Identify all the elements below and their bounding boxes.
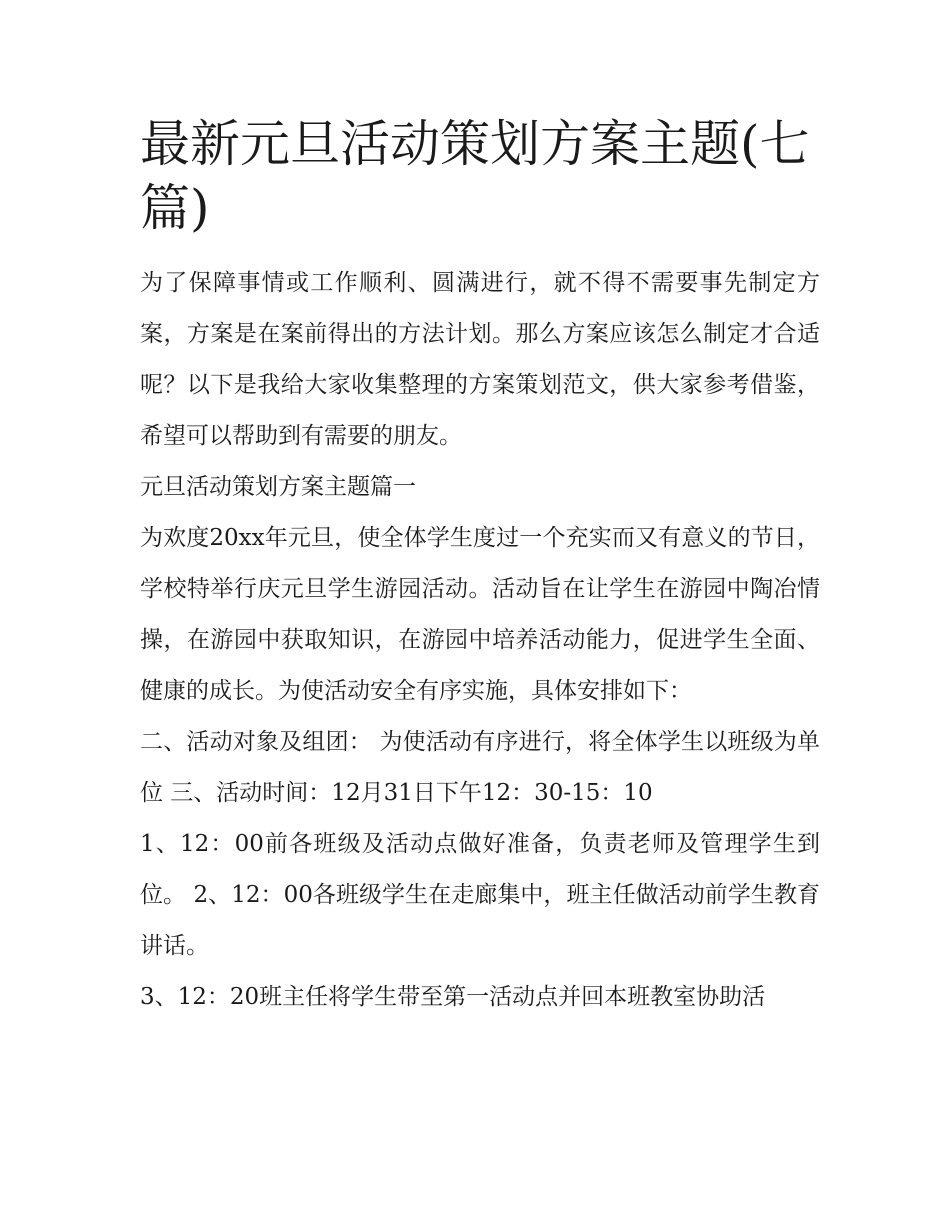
section-heading: 元旦活动策划方案主题篇一 [140, 474, 416, 500]
body-paragraph: 二、活动对象及组团： 为使活动有序进行，将全体学生以班级为单位 三、活动时间：12月31日下午12：30-15：10 [140, 729, 820, 806]
document-body [140, 258, 820, 1023]
document-title: 最新元旦活动策划方案主题(七篇) [140, 115, 810, 237]
body-paragraph: 为欢度20xx年元旦，使全体学生度过一个充实而又有意义的节日，学校特举行庆元旦学生游园活动。活动旨在让学生在游园中陶冶情操，在游园中获取知识，在游园中培养活动能力，促进学生全面、健康的成长。为使活动安全有序实施，具体安排如下： [140, 525, 820, 704]
document-content [140, 112, 820, 1023]
body-paragraph: 1、12：00前各班级及活动点做好准备，负责老师及管理学生到位。 2、12：00各班级学生在走廊集中，班主任做活动前学生教育讲话。 [140, 831, 820, 959]
intro-paragraph: 为了保障事情或工作顺利、圆满进行，就不得不需要事先制定方案，方案是在案前得出的方法计划。那么方案应该怎么制定才合适呢？以下是我给大家收集整理的方案策划范文，供大家参考借鉴，希望可以帮助到有需要的朋友。 [140, 270, 820, 449]
body-paragraph: 3、12：20班主任将学生带至第一活动点并回本班教室协助活 [140, 984, 766, 1010]
